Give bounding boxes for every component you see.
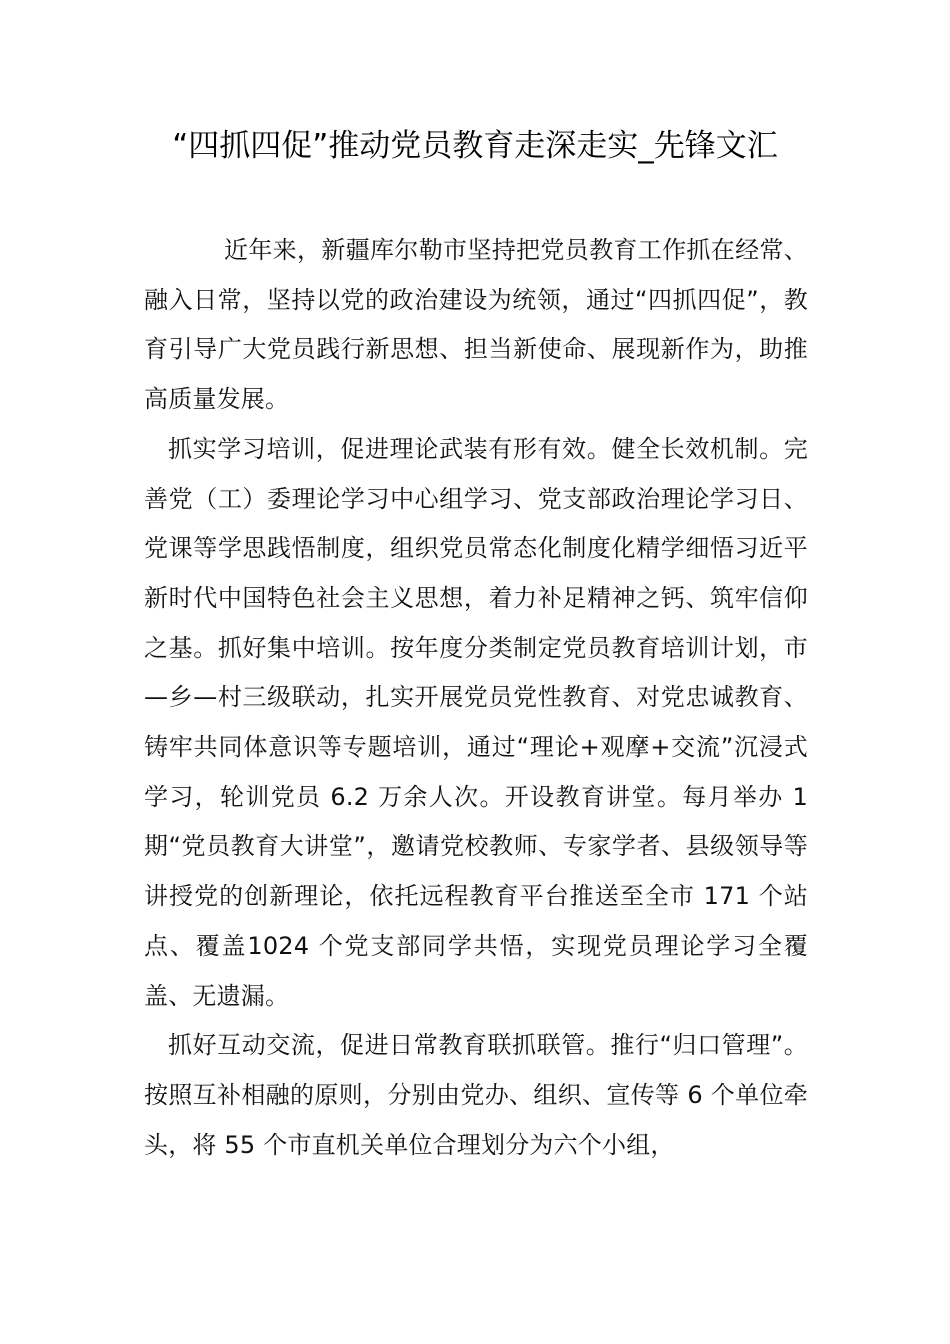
- paragraph-study-training: 抓实学习培训，促进理论武装有形有效。健全长效机制。完善党（工）委理论学习中心组学习、党支部政治理论学习日、党课等学思践悟制度，组织党员常态化制度化精学细悟习近平新时代中国特色社会主义思想，着力补足精神之钙、筑牢信仰之基。抓好集中培训。按年度分类制定党员教育培训计划，市—乡—村三级联动，扎实开展党员党性教育、对党忠诚教育、铸牢共同体意识等专题培训，通过“理论+观摩+交流”沉浸式学习，轮训党员 6.2 万余人次。开设教育讲堂。每月举办 1 期“党员教育大讲堂”，邀请党校教师、专家学者、县级领导等讲授党的创新理论，依托远程教育平台推送至全市 171 个站点、覆盖1024 个党支部同学共悟，实现党员理论学习全覆盖、无遗漏。: [144, 434, 808, 1010]
- document-title: “四抓四促”推动党员教育走深走实_先锋文汇: [172, 128, 778, 164]
- paragraph-interaction: 抓好互动交流，促进日常教育联抓联管。推行“归口管理”。按照互补相融的原则，分别由党办、组织、宣传等 6 个单位牵头，将 55 个市直机关单位合理划分为六个小组，: [144, 1031, 808, 1159]
- document-body: [144, 226, 808, 1170]
- paragraph-intro: 近年来，新疆库尔勒市坚持把党员教育工作抓在经常、融入日常，坚持以党的政治建设为统领，通过“四抓四促”，教育引导广大党员践行新思想、担当新使命、展现新作为，助推高质量发展。: [144, 236, 808, 414]
